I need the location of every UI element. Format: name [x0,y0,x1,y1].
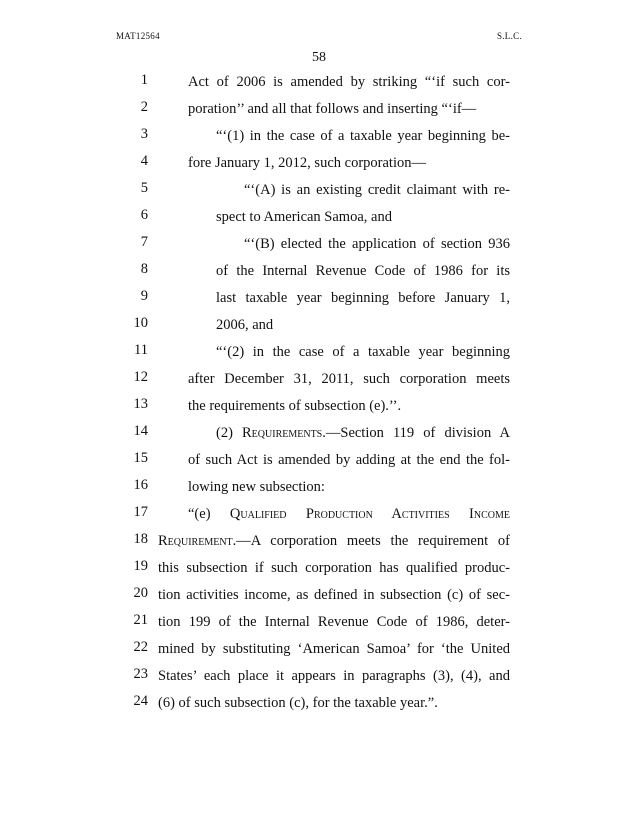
text-line [0,396,638,420]
line-number: 21 [133,612,148,628]
line-text: tion activities income, as defined in subsection (c) of sec- [158,587,510,603]
line-number: 15 [133,450,148,466]
line-number: 1 [140,72,148,88]
line-number: 9 [140,288,148,304]
page-header-right: S.L.C. [496,31,522,41]
text-line [0,72,638,96]
section-heading: Requirements [242,425,323,441]
line-text [188,504,510,524]
text-line [0,207,638,231]
line-number: 20 [133,585,148,601]
text-line [0,423,638,447]
line-number: 16 [133,477,148,493]
paragraph-prefix: (2) [216,425,243,441]
text-line [0,612,638,636]
section-heading: Requirement [158,533,233,549]
line-text: 2006, and [216,317,274,333]
text-line [0,477,638,501]
text-line [0,126,638,150]
line-text: this subsection if such corporation has qualified produc- [158,560,510,576]
line-text: (6) of such subsection (c), for the taxable year.”. [158,695,438,711]
line-text [216,423,510,443]
text-line [0,315,638,339]
text-line [0,234,638,258]
line-number: 7 [140,234,148,250]
text-line [0,180,638,204]
line-number: 22 [133,639,148,655]
line-number: 12 [133,369,148,385]
text-line [0,504,638,528]
text-line [0,558,638,582]
line-text: lowing new subsection: [188,479,325,495]
line-number: 4 [140,153,148,169]
line-text: of the Internal Revenue Code of 1986 for its [216,263,510,279]
line-number: 8 [140,261,148,277]
line-number: 5 [140,180,148,196]
line-text: last taxable year beginning before January 1, [216,290,510,306]
text-line [0,666,638,690]
line-text: tion 199 of the Internal Revenue Code of 1986, deter- [158,614,510,630]
text-line [0,261,638,285]
line-text: of such Act is amended by adding at the end the fol- [188,452,510,468]
line-number: 11 [134,342,148,358]
text-line [0,531,638,555]
paragraph-text: .—Section 119 of division A [322,425,510,441]
line-text: after December 31, 2011, such corporation meets [188,371,510,387]
line-text: “‘(2) in the case of a taxable year beginning [216,344,510,360]
text-line [0,369,638,393]
line-number: 10 [133,315,148,331]
line-number: 2 [140,99,148,115]
line-text: States’ each place it appears in paragraphs (3), (4), and [158,668,510,684]
text-line [0,153,638,177]
line-text: poration’’ and all that follows and inserting “‘if— [188,101,477,117]
line-number: 17 [133,504,148,520]
text-line [0,693,638,717]
line-text: Act of 2006 is amended by striking “‘if such cor- [188,74,510,90]
text-line [0,585,638,609]
page-number: 58 [312,50,326,65]
line-text: “‘(1) in the case of a taxable year beginning be- [216,128,510,144]
line-text: mined by substituting ‘American Samoa’ for ‘the United [158,641,510,657]
line-number: 14 [133,423,148,439]
text-line [0,450,638,474]
page-header-left: MAT12564 [116,31,160,41]
text-line [0,639,638,663]
line-number: 24 [133,693,148,709]
text-line [0,342,638,366]
line-text: “‘(B) elected the application of section 936 [244,236,510,252]
line-text: fore January 1, 2012, such corporation— [188,155,426,171]
section-heading: Qualified Production Activities Income [229,506,510,522]
line-text [158,531,510,551]
line-number: 18 [133,531,148,547]
line-text: the requirements of subsection (e).’’. [188,398,402,414]
line-number: 6 [140,207,148,223]
line-number: 19 [133,558,148,574]
paragraph-prefix: “(e) [188,506,230,522]
text-line [0,99,638,123]
line-number: 13 [133,396,148,412]
line-text: spect to American Samoa, and [216,209,392,225]
text-line [0,288,638,312]
line-number: 23 [133,666,148,682]
paragraph-text: .—A corporation meets the requirement of [232,533,510,549]
line-text: “‘(A) is an existing credit claimant with re- [244,182,510,198]
line-number: 3 [140,126,148,142]
